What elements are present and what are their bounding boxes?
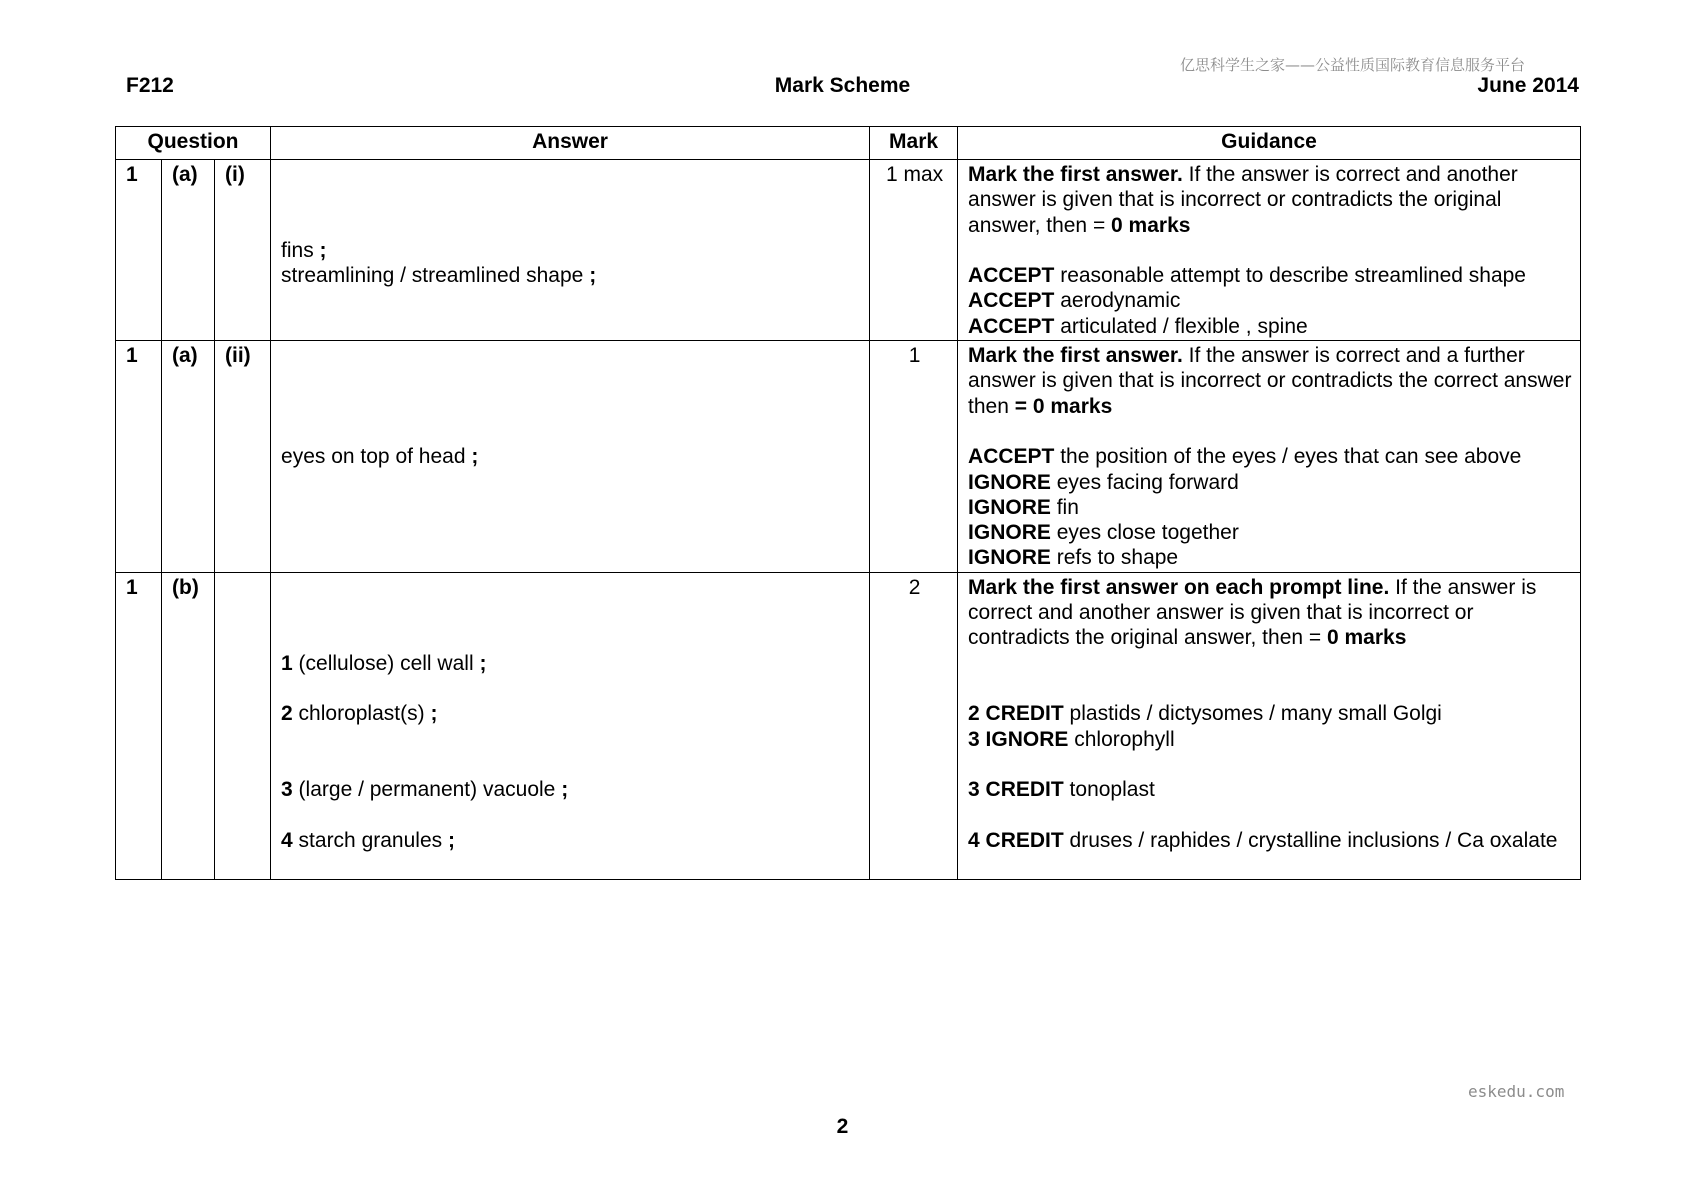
guidance-note: IGNORE fin — [968, 495, 1079, 519]
mark-value: 1 max — [870, 160, 958, 341]
answer-cell — [271, 341, 870, 573]
table-row — [116, 160, 1581, 341]
table-row — [116, 572, 1581, 879]
guidance-cell — [958, 160, 1581, 341]
answer-line: 1 (cellulose) cell wall ; — [281, 651, 487, 675]
watermark-top: 亿思科学生之家——公益性质国际教育信息服务平台 — [1180, 56, 1526, 74]
question-part: (a) — [162, 341, 215, 573]
header-guidance: Guidance — [958, 127, 1581, 160]
mark-value: 1 — [870, 341, 958, 573]
watermark-bottom: eskedu.com — [1468, 1082, 1565, 1101]
answer-line: 3 (large / permanent) vacuole ; — [281, 778, 569, 802]
answer-line: 4 starch granules ; — [281, 828, 455, 852]
guidance-intro: Mark the first answer on each prompt line. If the answer is correct and another answer is given that is incorrect or contradicts the original answer, then = 0 marks — [968, 575, 1537, 650]
mark-value: 2 — [870, 572, 958, 879]
question-number: 1 — [116, 572, 162, 879]
question-number: 1 — [116, 160, 162, 341]
guidance-intro: Mark the first answer. If the answer is correct and a further answer is given that is incorrect or contradicts the correct answer then = 0 marks — [968, 344, 1572, 418]
guidance-intro: Mark the first answer. If the answer is correct and another answer is given that is incorrect or contradicts the original answer, then = 0 marks — [968, 163, 1518, 237]
answer-line: eyes on top of head ; — [281, 445, 479, 469]
question-subpart: (ii) — [215, 341, 271, 573]
guidance-note: 3 IGNORE chlorophyll — [968, 727, 1175, 751]
exam-date: June 2014 — [1477, 74, 1579, 97]
question-part: (b) — [162, 572, 215, 879]
question-subpart — [215, 572, 271, 879]
header-answer: Answer — [271, 127, 870, 160]
guidance-note: IGNORE eyes close together — [968, 521, 1239, 545]
guidance-note: 3 CREDIT tonoplast — [968, 778, 1155, 802]
answer-line: fins ; — [281, 238, 327, 262]
document-title: Mark Scheme — [774, 74, 911, 97]
table-row — [116, 341, 1581, 573]
guidance-note: ACCEPT reasonable attempt to describe streamlined shape — [968, 264, 1526, 288]
guidance-note: IGNORE refs to shape — [968, 546, 1179, 570]
header-question: Question — [116, 127, 271, 160]
mark-scheme-table — [115, 126, 1581, 880]
answer-line: streamlining / streamlined shape ; — [281, 264, 597, 288]
paper-code: F212 — [126, 74, 174, 97]
question-subpart: (i) — [215, 160, 271, 341]
guidance-note: ACCEPT aerodynamic — [968, 289, 1181, 313]
answer-line: 2 chloroplast(s) ; — [281, 702, 438, 726]
answer-cell — [271, 572, 870, 879]
question-number: 1 — [116, 341, 162, 573]
header-mark: Mark — [870, 127, 958, 160]
page-number: 2 — [836, 1115, 849, 1138]
guidance-note: ACCEPT the position of the eyes / eyes that can see above — [968, 445, 1522, 469]
guidance-note: 2 CREDIT plastids / dictysomes / many small Golgi — [968, 702, 1442, 726]
guidance-cell — [958, 572, 1581, 879]
guidance-cell — [958, 341, 1581, 573]
answer-cell — [271, 160, 870, 341]
table-header-row — [116, 127, 1581, 160]
guidance-note: ACCEPT articulated / flexible , spine — [968, 314, 1308, 338]
guidance-note: IGNORE eyes facing forward — [968, 470, 1239, 494]
guidance-note: 4 CREDIT druses / raphides / crystalline inclusions / Ca oxalate — [968, 828, 1558, 852]
question-part: (a) — [162, 160, 215, 341]
